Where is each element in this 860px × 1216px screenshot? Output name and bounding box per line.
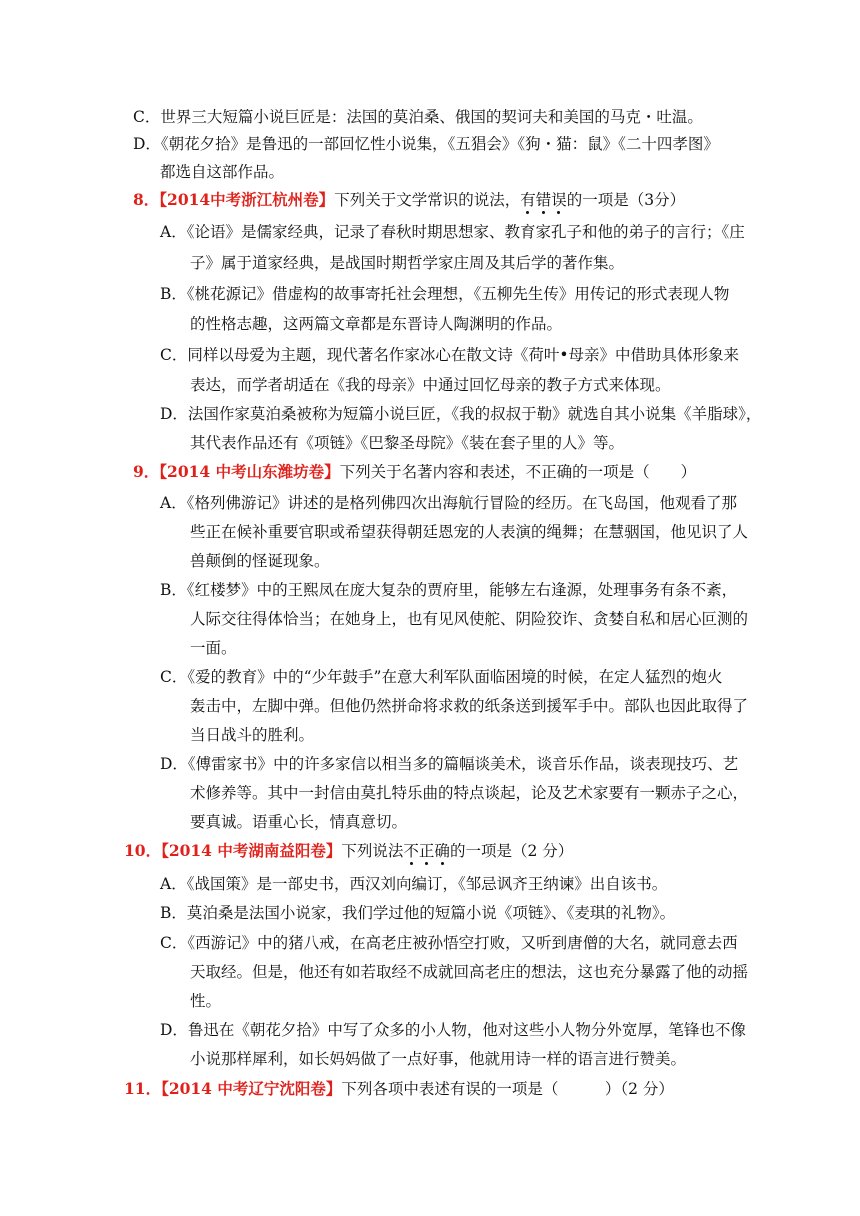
q10-option-b-line-1: B．莫泊桑是法国小说家，我们学过他的短篇小说《项链》、《麦琪的礼物》。 bbox=[160, 904, 676, 922]
emphasis-char: 确 bbox=[434, 842, 450, 860]
question-stem-text: 下列关于名著内容和表述，不正确的一项是（ ） bbox=[339, 463, 697, 481]
q9-option-c-line-3: 当日战斗的胜利。 bbox=[190, 726, 315, 744]
q8-option-a-line-2: 子》属于道家经典，是战国时期哲学家庄周及其后学的著作集。 bbox=[190, 254, 625, 272]
emphasis-char: 不 bbox=[403, 842, 419, 860]
question-stem-text: 下列关于文学常识的说法， bbox=[334, 191, 521, 209]
question-stem-text: 下列各项中表述有误的一项是（ ）（2 分） bbox=[341, 1080, 674, 1098]
q8-option-a-line-1: A．《论语》是儒家经典，记录了春秋时期思想家、教育家孔子和他的弟子的言行；《庄 bbox=[160, 223, 745, 241]
q10-option-d-line-2: 小说那样犀利，如长妈妈做了一点好事，他就用诗一样的语言进行赞美。 bbox=[190, 1050, 687, 1068]
q8-option-c-line-2: 表达，而学者胡适在《我的母亲》中通过回忆母亲的教子方式来体现。 bbox=[190, 376, 671, 394]
question-source: 【2014 中考山东潍坊卷】 bbox=[159, 462, 340, 481]
q10-option-c-line-3: 性。 bbox=[190, 992, 222, 1010]
question-source: 【2014 中考辽宁沈阳卷】 bbox=[161, 1079, 342, 1098]
question-number: 10． bbox=[124, 841, 162, 860]
question-source: 【2014 中考湖南益阳卷】 bbox=[161, 841, 342, 860]
q10-option-a-line-1: A．《战国策》是一部史书，西汉刘向编订，《邹忌讽齐王纳谏》出自该书。 bbox=[160, 875, 668, 893]
emphasis-char: 错 bbox=[535, 191, 552, 209]
q8-option-b-line-2: 的性格志趣，这两篇文章都是东晋诗人陶渊明的作品。 bbox=[190, 315, 563, 333]
prev-option-c-line-1: C．世界三大短篇小说巨匠是：法国的莫泊桑、俄国的契诃夫和美国的马克・吐温。 bbox=[133, 108, 703, 126]
q9-option-d-line-1: D．《傅雷家书》中的许多家信以相当多的篇幅谈美术，谈音乐作品，谈表现技巧、艺 bbox=[160, 755, 739, 773]
q8-option-c-line-1: C．同样以母爱为主题，现代著名作家冰心在散文诗《荷叶•母亲》中借助具体形象来 bbox=[160, 346, 740, 364]
q9-option-a-line-1: A．《格列佛游记》讲述的是格列佛四次出海航行冒险的经历。在飞岛国，他观看了那 bbox=[160, 494, 737, 512]
q9-option-c-line-2: 轰击中，左脚中弹。但他仍然拼命将求救的纸条送到援军手中。部队也因此取得了 bbox=[190, 697, 749, 715]
q10-option-d-line-1: D．鲁迅在《朝花夕拾》中写了众多的小人物，他对这些小人物分外宽厚，笔锋也不像 bbox=[160, 1021, 746, 1039]
question-number: 8． bbox=[133, 190, 160, 209]
emphasis-char: 有 bbox=[520, 191, 536, 209]
question-number: 11． bbox=[124, 1079, 162, 1098]
prev-option-d-line-2: 都选自这部作品。 bbox=[160, 163, 285, 181]
emphasis-char: 正 bbox=[418, 842, 435, 860]
q8-option-d-line-1: D．法国作家莫泊桑被称为短篇小说巨匠，《我的叔叔于勒》就选自其小说集《羊脂球》， bbox=[160, 405, 762, 423]
question-9-stem bbox=[133, 461, 696, 483]
emphasis-char: 误 bbox=[551, 191, 567, 209]
question-11-stem bbox=[124, 1078, 674, 1100]
q9-option-c-line-1: C．《爱的教育》中的“少年鼓手”在意大利军队面临困境的时候，在定人猛烈的炮火 bbox=[160, 668, 723, 686]
question-stem-text: 下列说法 bbox=[341, 842, 404, 860]
prev-option-d-line-1: D．《朝花夕拾》是鲁迅的一部回忆性小说集，《五猖会》《狗・猫：鼠》《二十四孝图》 bbox=[133, 135, 719, 153]
q9-option-d-line-3: 要真诚。语重心长，情真意切。 bbox=[190, 813, 408, 831]
question-source: 【2014中考浙江杭州卷】 bbox=[159, 190, 335, 209]
q8-option-d-line-2: 其代表作品还有《项链》《巴黎圣母院》《装在套子里的人》等。 bbox=[190, 434, 625, 452]
question-stem-text: 的一项是（3分） bbox=[566, 191, 686, 209]
q9-option-b-line-2: 人际交往得体恰当；在她身上，也有见风使舵、阴险狡诈、贪婪自私和居心叵测的 bbox=[190, 610, 749, 628]
question-8-stem bbox=[133, 189, 685, 211]
question-stem-text: 的一项是（2 分） bbox=[449, 842, 574, 860]
question-10-stem bbox=[124, 840, 573, 862]
q9-option-a-line-2: 些正在候补重要官职或希望获得朝廷恩宠的人表演的绳舞；在慧骃国，他见识了人 bbox=[190, 523, 749, 541]
q10-option-c-line-1: C．《西游记》中的猪八戒，在高老庄被孙悟空打败，又听到唐僧的大名，就同意去西 bbox=[160, 934, 738, 952]
q8-option-b-line-1: B．《桃花源记》借虚构的故事寄托社会理想，《五柳先生传》用传记的形式表现人物 bbox=[160, 285, 730, 303]
q9-option-b-line-1: B．《红楼梦》中的王熙凤在庞大复杂的贾府里，能够左右逢源，处理事务有条不紊， bbox=[160, 581, 738, 599]
q9-option-d-line-2: 术修养等。其中一封信由莫扎特乐曲的特点谈起，论及艺术家要有一颗赤子之心， bbox=[190, 784, 749, 802]
question-number: 9． bbox=[133, 462, 160, 481]
q9-option-b-line-3: 一面。 bbox=[190, 639, 237, 657]
q9-option-a-line-3: 兽颠倒的怪诞现象。 bbox=[190, 552, 330, 570]
q10-option-c-line-2: 天取经。但是，他还有如若取经不成就回高老庄的想法，这也充分暴露了他的动摇 bbox=[190, 963, 749, 981]
